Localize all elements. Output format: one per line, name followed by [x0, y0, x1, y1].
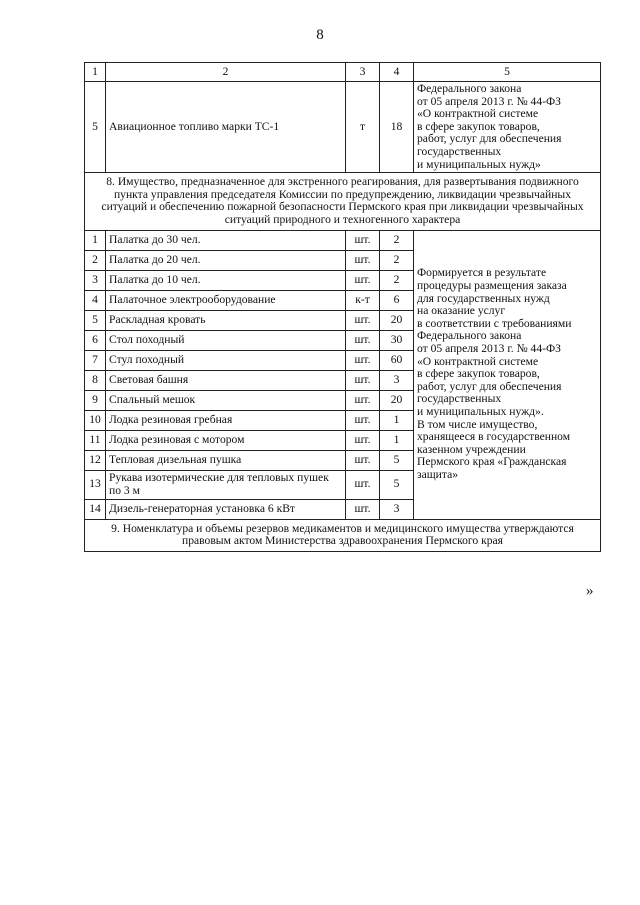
item-quantity: 2	[380, 270, 414, 290]
header-col-4: 4	[380, 63, 414, 82]
items-legal-basis: Формируется в результате процедуры размещения заказа для государственных нужд на оказание услуг в соответствии с требованиями Федерального закона от 05 апреля 2013 г. № 44-ФЗ «О контрактной системе в сфере закупок товаров, работ, услуг для обеспечения государственных и муниципальных нужд». В том числе имущество, хранящееся в государственном казенном учреждении Пермского края «Гражданская защита»	[414, 230, 601, 519]
item-name: Палатка до 10 чел.	[106, 270, 346, 290]
row-number: 9	[85, 390, 106, 410]
item-name: Спальный мешок	[106, 390, 346, 410]
item-unit: шт.	[346, 330, 380, 350]
item-quantity: 6	[380, 290, 414, 310]
section-8-heading: 8. Имущество, предназначенное для экстренного реагирования, для развертывания подвижного пункта управления председателя Комиссии по предупреждению, ликвидации чрезвычайных ситуаций и обеспечению пожарной безопасности Пермского края при ликвидации чрезвычайных ситуаций природного и техногенного характера	[85, 173, 601, 230]
row-number: 13	[85, 470, 106, 499]
section-9-heading: 9. Номенклатура и объемы резервов медикаментов и медицинского имущества утверждаются правовым актом Министерства здравоохранения Пермского края	[85, 519, 601, 551]
row-number: 11	[85, 430, 106, 450]
item-name: Световая башня	[106, 370, 346, 390]
item-name: Авиационное топливо марки ТС-1	[106, 82, 346, 173]
row-number: 1	[85, 230, 106, 250]
item-name: Стул походный	[106, 350, 346, 370]
row-number: 3	[85, 270, 106, 290]
item-unit: т	[346, 82, 380, 173]
item-unit: шт.	[346, 250, 380, 270]
row-number: 4	[85, 290, 106, 310]
row-number: 5	[85, 82, 106, 173]
closing-quote: »	[586, 583, 594, 599]
item-name: Палатка до 30 чел.	[106, 230, 346, 250]
item-quantity: 5	[380, 470, 414, 499]
item-unit: шт.	[346, 370, 380, 390]
legal-basis: Федерального закона от 05 апреля 2013 г. № 44-ФЗ «О контрактной системе в сфере закупок товаров, работ, услуг для обеспечения государственных и муниципальных нужд»	[414, 82, 601, 173]
item-name: Рукава изотермические для тепловых пушек по 3 м	[106, 470, 346, 499]
item-unit: к-т	[346, 290, 380, 310]
row-number: 5	[85, 310, 106, 330]
item-unit: шт.	[346, 450, 380, 470]
row-number: 6	[85, 330, 106, 350]
section-9-row	[85, 519, 601, 551]
row-number: 14	[85, 499, 106, 519]
item-name: Палатка до 20 чел.	[106, 250, 346, 270]
header-row	[85, 63, 601, 82]
item-unit: шт.	[346, 310, 380, 330]
row-number: 7	[85, 350, 106, 370]
row-number: 12	[85, 450, 106, 470]
item-quantity: 2	[380, 230, 414, 250]
item-quantity: 20	[380, 390, 414, 410]
item-quantity: 1	[380, 410, 414, 430]
page-number: 8	[316, 27, 324, 43]
item-name: Тепловая дизельная пушка	[106, 450, 346, 470]
header-col-5: 5	[414, 63, 601, 82]
item-unit: шт.	[346, 470, 380, 499]
item-quantity: 60	[380, 350, 414, 370]
item-unit: шт.	[346, 390, 380, 410]
item-unit: шт.	[346, 430, 380, 450]
item-name: Лодка резиновая гребная	[106, 410, 346, 430]
item-unit: шт.	[346, 410, 380, 430]
item-quantity: 18	[380, 82, 414, 173]
item-name: Дизель-генераторная установка 6 кВт	[106, 499, 346, 519]
header-col-2: 2	[106, 63, 346, 82]
table-row	[85, 82, 601, 173]
item-name: Стол походный	[106, 330, 346, 350]
item-quantity: 5	[380, 450, 414, 470]
reserve-table	[84, 62, 601, 552]
item-quantity: 1	[380, 430, 414, 450]
item-quantity: 3	[380, 499, 414, 519]
section-8-row	[85, 173, 601, 230]
row-number: 10	[85, 410, 106, 430]
row-number: 2	[85, 250, 106, 270]
table-row	[85, 230, 601, 250]
item-quantity: 3	[380, 370, 414, 390]
item-quantity: 30	[380, 330, 414, 350]
item-unit: шт.	[346, 499, 380, 519]
item-quantity: 20	[380, 310, 414, 330]
header-col-1: 1	[85, 63, 106, 82]
item-unit: шт.	[346, 230, 380, 250]
item-unit: шт.	[346, 270, 380, 290]
header-col-3: 3	[346, 63, 380, 82]
item-name: Раскладная кровать	[106, 310, 346, 330]
item-unit: шт.	[346, 350, 380, 370]
item-name: Лодка резиновая с мотором	[106, 430, 346, 450]
item-quantity: 2	[380, 250, 414, 270]
row-number: 8	[85, 370, 106, 390]
item-name: Палаточное электрооборудование	[106, 290, 346, 310]
